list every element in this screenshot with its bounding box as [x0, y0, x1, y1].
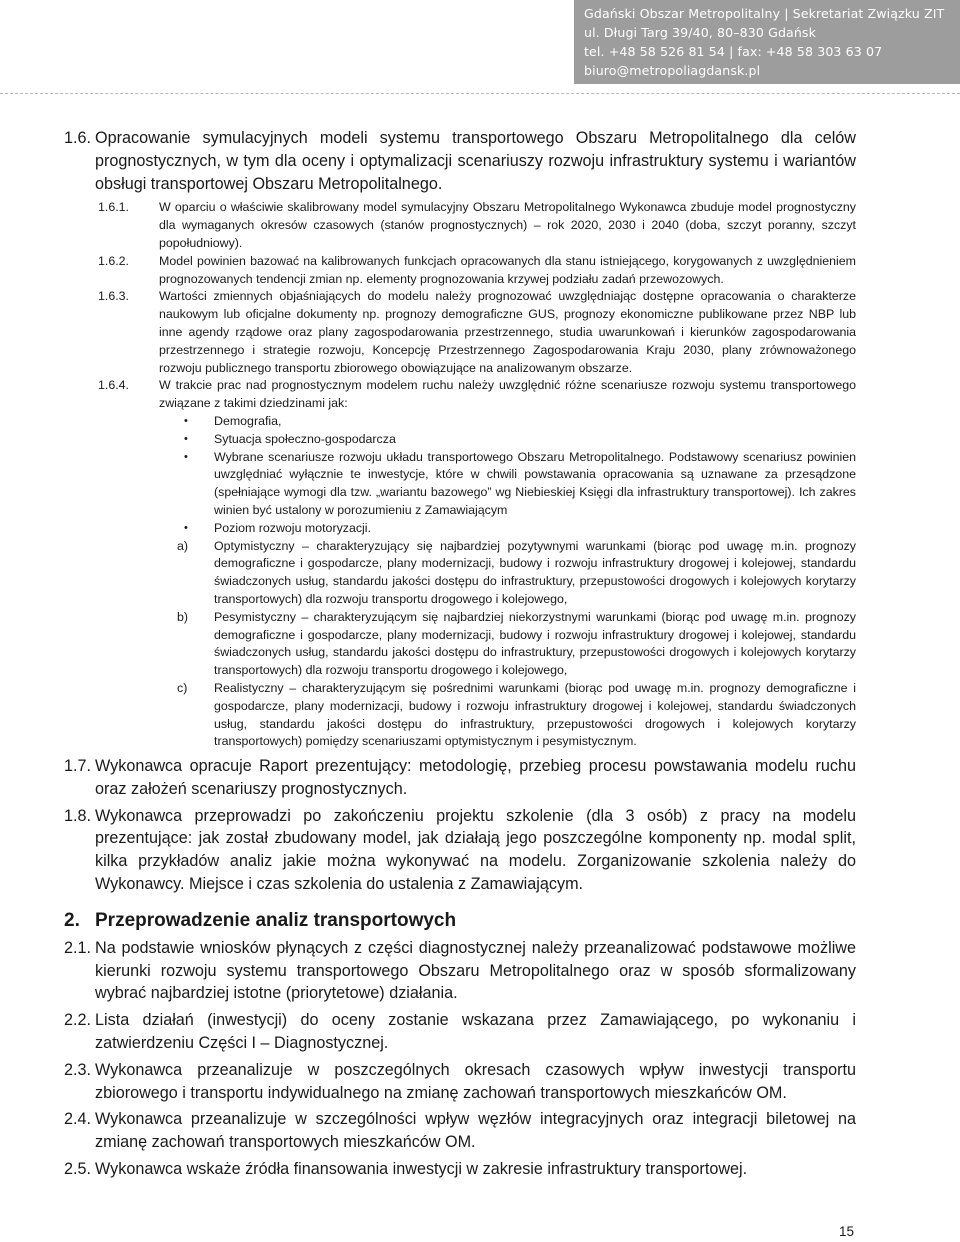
section-2-heading [64, 908, 856, 934]
bullet-list [159, 413, 856, 751]
bullet-marker: • [184, 450, 188, 463]
list-item [159, 520, 856, 538]
subsection-1-6-4 [64, 377, 856, 413]
bullet-marker: • [184, 432, 188, 445]
section-2-1 [64, 937, 856, 1005]
section-number: 1.8. [64, 806, 92, 825]
scenario-item-a [159, 538, 856, 609]
section-number: 2.1. [64, 938, 92, 957]
scenario-marker: a) [177, 538, 189, 553]
section-2-2 [64, 1009, 856, 1055]
subsection-text: W oparciu o właściwie skalibrowany model symulacyjny Obszaru Metropolitalnego Wykonawca zbuduje model prognostyczny dla wymaganych okresów czasowych (stanów prognostycznych) – rok 2020, 2030 i 2040 (doba, szczyt poranny, szczyt popołudniowy). [159, 200, 856, 250]
section-text: Wykonawca przeprowadzi po zakończeniu projektu szkolenie (dla 3 osób) z pracy na modelu prezentujące: jak został zbudowany model, jak działają jego poszczególne komponenty np. modal split, kilka przykładów analiz jakie można wykonywać na modelu. Zorganizowanie szkolenia należy do Wykonawcy. Miejsce i czas szkolenia do ustalenia z Zamawiającym. [95, 806, 856, 894]
list-item [159, 449, 856, 520]
scenario-text: Pesymistyczny – charakteryzującym się najbardziej niekorzystnymi warunkami (biorąc pod uwagę m.in. prognozy demograficzne i gospodarcze, plany modernizacji, budowy i rozwoju infrastruktury drogowej i kolejowej, standardu świadczonych usług, standardu jakości dostępu do infrastruktury, przepustowości drogowych i kolejowych korytarzy transportowych) dla rozwoju transportu drogowego i kolejowego, [214, 609, 856, 678]
subsection-text: Wartości zmiennych objaśniających do modelu należy prognozować uwzględniając dostępne opracowania o charakterze naukowym lub oficjalne dokumenty np. prognozy demograficzne GUS, prognozy ekonomiczne publikowane przez NBP lub inne agendy rządowe oraz plany zagospodarowania przestrzennego, studia uwarunkowań i kierunków zagospodarowania przestrzennego i strategie rozwoju, Koncepcję Przestrzennego Zagospodarowania Kraju 2030, plany zrównoważonego rozwoju publicznego transportu zbiorowego obowiązujące na analizowanym obszarze. [159, 289, 856, 375]
letterhead-address: ul. Długi Targ 39/40, 80–830 Gdańsk [584, 25, 816, 40]
subsection-number: 1.6.1. [98, 200, 130, 215]
scenario-text: Optymistyczny – charakteryzujący się najbardziej pozytywnymi warunkami (biorąc pod uwagę m.in. prognozy demograficzne i gospodarcze, plany modernizacji, budowy i rozwoju infrastruktury drogowej i kolejowej, standardu świadczonych usług, standardu jakości dostępu do infrastruktury, przepustowości drogowych i kolejowych korytarzy transportowych) dla rozwoju transportu drogowego i kolejowego, [214, 538, 856, 606]
section-text: Wykonawca wskaże źródła finansowania inwestycji w zakresie infrastruktury transportowej. [95, 1160, 748, 1179]
section-2-4 [64, 1108, 856, 1154]
letterhead-phone: tel. +48 58 526 81 54 | fax: +48 58 303 63 07 [584, 44, 883, 59]
scenario-marker: c) [177, 680, 188, 695]
letterhead-email[interactable]: biuro@metropoliagdansk.pl [584, 63, 761, 78]
section-number: 2.5. [64, 1160, 92, 1179]
section-text: Opracowanie symulacyjnych modeli systemu transportowego Obszaru Metropolitalnego dla celów prognostycznych, w tym dla oceny i optymalizacji scenariuszy rozwoju infrastruktury systemu i wariantów obsługi transportowej Obszaru Metropolitalnego. [95, 129, 856, 193]
header-divider [0, 93, 960, 94]
section-text: Wykonawca przeanalizuje w poszczególnych okresach czasowych wpływ inwestycji transportu zbiorowego i transportu indywidualnego na zmianę zachowań transportowych mieszkańców OM. [95, 1060, 856, 1102]
section-number: 1.6. [64, 129, 92, 147]
section-number: 2.3. [64, 1060, 92, 1079]
scenario-item-c [159, 680, 856, 751]
subsection-number: 1.6.3. [98, 289, 130, 304]
subsection-1-6-2 [64, 253, 856, 289]
section-2-5 [64, 1158, 856, 1181]
subsection-text: Model powinien bazować na kalibrowanych funkcjach opracowanych dla stanu istniejącego, korygowanych z uwzględnieniem prognozowanych tendencji zmian np. elementy prognozowania krzywej podziału zadań przewozowych. [159, 253, 856, 286]
section-text: Lista działań (inwestycji) do oceny zostanie wskazana przez Zamawiającego, po wykonaniu i zatwierdzeniu Części I – Diagnostycznej. [95, 1011, 856, 1053]
bullet-marker: • [184, 414, 188, 427]
letterhead [0, 0, 960, 95]
list-item [159, 413, 856, 431]
letterhead-org: Gdański Obszar Metropolitalny | Sekretariat Związku ZIT [584, 6, 945, 21]
heading-number: 2. [64, 909, 80, 931]
scenario-text: Realistyczny – charakteryzującym się pośrednimi warunkami (biorąc pod uwagę m.in. prognozy demograficzne i gospodarcze, plany modernizacji, budowy i rozwoju infrastruktury drogowej i kolejowej, standardu świadczonych usług, standardu jakości dostępu do infrastruktury, przepustowości drogowych i kolejowych korytarzy transportowych) pomiędzy scenariuszami optymistycznym i pesymistycznym. [214, 680, 856, 749]
letterhead-contact [584, 4, 954, 80]
document-body [64, 127, 856, 1181]
scenario-marker: b) [177, 609, 189, 624]
page-number: 15 [838, 1224, 854, 1239]
section-1-8 [64, 805, 856, 896]
heading-title: Przeprowadzenie analiz transportowych [95, 909, 457, 931]
subsection-1-6-3 [64, 288, 856, 377]
subsection-text: W trakcie prac nad prognostycznym modelem ruchu należy uwzględnić różne scenariusze rozwoju systemu transportowego związane z takimi dziedzinami jak: [159, 378, 856, 411]
list-item [159, 431, 856, 449]
subsection-1-6-1 [64, 199, 856, 252]
bullet-marker: • [184, 521, 188, 534]
section-number: 2.2. [64, 1011, 92, 1030]
section-2-3 [64, 1059, 856, 1105]
section-1-6 [64, 127, 856, 195]
list-item-text: Wybrane scenariusze rozwoju układu transportowego Obszaru Metropolitalnego. Podstawowy scenariusz powinien uwzględniać wyłącznie te inwestycje, które w chwili powstawania opracowania są uznawane za przesądzone (spełniające wymogi dla tzw. „wariantu bazowego” wg Niebieskiej Księgi dla infrastruktury transportowej). Ich zakres winien być ustalony w porozumieniu z Zamawiającym [214, 449, 856, 517]
list-item-text: Sytuacja społeczno-gospodarcza [214, 431, 396, 446]
section-number: 2.4. [64, 1110, 92, 1129]
list-item-text: Demografia, [214, 413, 282, 428]
section-1-7 [64, 755, 856, 801]
subsection-number: 1.6.4. [98, 378, 130, 393]
scenario-item-b [159, 609, 856, 680]
section-number: 1.7. [64, 757, 92, 776]
section-text: Wykonawca opracuje Raport prezentujący: metodologię, przebieg procesu powstawania modelu ruchu oraz założeń scenariuszy prognostycznych. [95, 757, 856, 798]
section-text: Wykonawca przeanalizuje w szczególności wpływ węzłów integracyjnych oraz integracji biletowej na zmianę zachowań transportowych mieszkańców OM. [95, 1110, 856, 1152]
subsection-number: 1.6.2. [98, 253, 130, 268]
list-item-text: Poziom rozwoju motoryzacji. [214, 520, 371, 535]
section-text: Na podstawie wniosków płynących z części diagnostycznej należy przeanalizować podstawowe możliwe kierunki rozwoju systemu transportowego Obszaru Metropolitalnego oraz w sposób sformalizowany wybrać najbardziej istotne (priorytetowe) działania. [95, 938, 856, 1003]
